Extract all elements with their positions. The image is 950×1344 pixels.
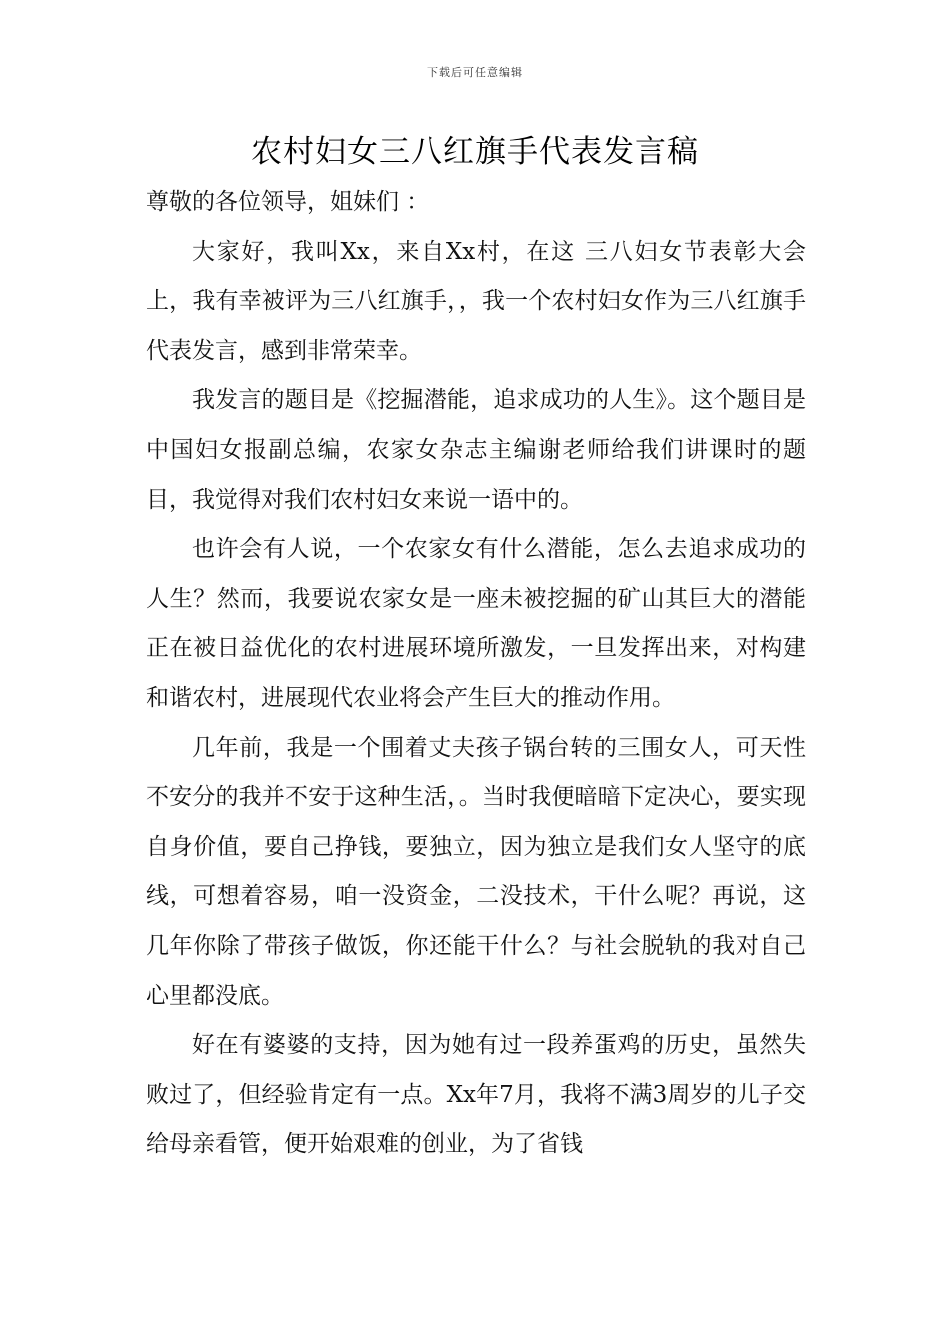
- paragraph-2: 我发言的题目是《挖掘潜能，追求成功的人生》。这个题目是中国妇女报副总编，农家女杂志主编谢老师给我们讲课时的题目，我觉得对我们农村妇女来说一语中的。: [146, 387, 806, 513]
- salutation: 尊敬的各位领导，姐妹们 ：: [146, 189, 430, 215]
- document-body: [146, 178, 806, 1170]
- paragraph-4: 几年前，我是一个围着丈夫孩子锅台转的三围女人，可天性不安分的我并不安于这种生活，。当时我便暗暗下定决心，要实现自身价值，要自己挣钱，要独立，因为独立是我们女人坚守的底线，可想着容易，咱一没资金，二没技术，干什么呢？再说，这几年你除了带孩子做饭，你还能干什么？与社会脱轨的我对自己心里都没底。: [146, 734, 806, 1009]
- paragraph-1: 大家好，我叫Xx，来自Xx村，在这 三八妇女节表彰大会上，我有幸被评为三八红旗手，，我一个农村妇女作为三八红旗手代表发言，感到非常荣幸。: [146, 238, 806, 364]
- paragraph-3: 也许会有人说，一个农家女有什么潜能，怎么去追求成功的人生？然而，我要说农家女是一座未被挖掘的矿山其巨大的潜能正在被日益优化的农村进展环境所激发，一旦发挥出来，对构建和谐农村，进展现代农业将会产生巨大的推动作用。: [146, 536, 806, 711]
- document-title: 农村妇女三八红旗手代表发言稿: [251, 134, 699, 170]
- header-note: 下载后可任意编辑: [427, 66, 523, 79]
- paragraph-5: 好在有婆婆的支持，因为她有过一段养蛋鸡的历史，虽然失败过了，但经验肯定有一点。Xx年7月，我将不满3周岁的儿子交给母亲看管，便开始艰难的创业，为了省钱: [146, 1032, 806, 1158]
